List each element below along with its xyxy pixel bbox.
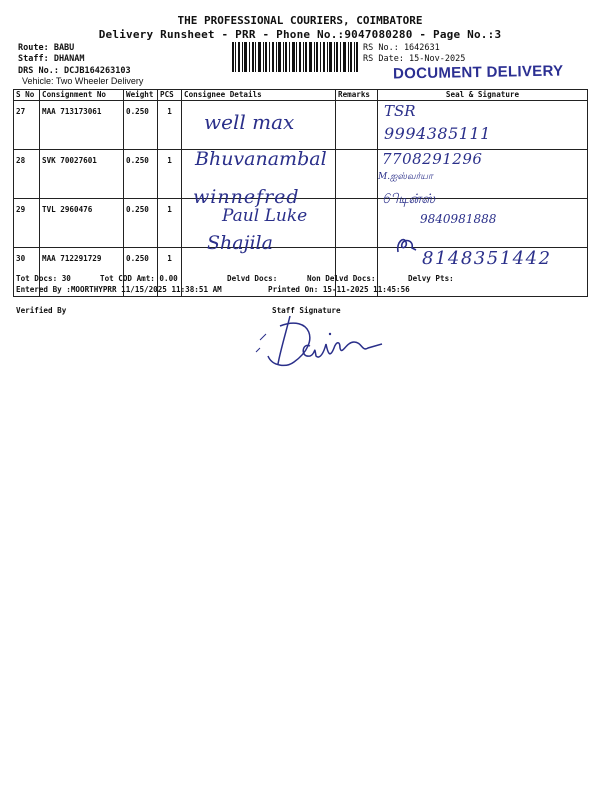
total-docs: Tot Docs: 30: [16, 274, 71, 283]
cell-remarks: [336, 199, 378, 248]
delivery-points: Delvy Pts:: [408, 274, 454, 283]
col-header-seal: Seal & Signature: [378, 90, 588, 101]
scribble-mark: [394, 234, 418, 256]
cell-consignment: TVL 2960476: [40, 199, 124, 248]
cell-consignment: SVK 70027601: [40, 150, 124, 199]
cell-sno: 29: [14, 199, 40, 248]
cell-weight: 0.250: [124, 150, 158, 199]
col-header-sno: S No: [14, 90, 40, 101]
cell-pcs: 1: [158, 199, 182, 248]
handwritten-consignee: well max: [204, 110, 295, 134]
drs-number: DRS No.: DCJB164263103: [18, 66, 131, 76]
cell-sno: 28: [14, 150, 40, 199]
handwritten-consignee: Bhuvanambal: [195, 148, 327, 170]
company-name: THE PROFESSIONAL COURIERS, COIMBATORE: [177, 14, 423, 27]
cell-weight: 0.250: [124, 248, 158, 297]
cell-consignment: MAA 712291729: [40, 248, 124, 297]
cell-weight: 0.250: [124, 101, 158, 150]
handwritten-phone: 8148351442: [422, 248, 552, 269]
rs-date: RS Date: 15-Nov-2025: [363, 54, 466, 64]
col-header-remarks: Remarks: [336, 90, 378, 101]
runsheet-title: Delivery Runsheet - PRR - Phone No.:9047080280 - Page No.:3: [98, 28, 502, 41]
cell-pcs: 1: [158, 150, 182, 199]
cell-pcs: 1: [158, 101, 182, 150]
printed-on: Printed On: 15-11-2025 11:45:56: [268, 285, 410, 294]
verified-by-label: Verified By: [16, 306, 67, 315]
route-label: Route: BABU: [18, 43, 75, 53]
handwritten-phone: 7708291296: [382, 150, 483, 168]
cell-pcs: 1: [158, 248, 182, 297]
delivered-docs: Delvd Docs:: [227, 274, 278, 283]
handwritten-consignee-line2: Paul Luke: [222, 206, 308, 226]
cell-sno: 30: [14, 248, 40, 297]
col-header-consignment: Consignment No: [40, 90, 124, 101]
cell-remarks: [336, 101, 378, 150]
handwritten-seal: TSR: [384, 102, 416, 120]
cell-consignment: MAA 713173061: [40, 101, 124, 150]
table-row: [14, 101, 588, 150]
document-delivery-stamp: DOCUMENT DELIVERY: [392, 62, 564, 83]
barcode-image: [232, 42, 358, 72]
handwritten-seal: 6ிடின்ஸ்: [382, 192, 436, 207]
total-cod-amount: Tot COD Amt: 0.00: [100, 274, 178, 283]
staff-label: Staff: DHANAM: [18, 54, 85, 64]
handwritten-name: M.ஐஸ்வர்யா: [378, 172, 433, 182]
rs-number: RS No.: 1642631: [363, 43, 440, 53]
handwritten-consignee: winnefred: [193, 186, 300, 208]
staff-signature-image: [250, 312, 390, 372]
vehicle-label: Vehicle: Two Wheeler Delivery: [22, 76, 144, 86]
col-header-weight: Weight: [124, 90, 158, 101]
handwritten-consignee: Shajila: [207, 232, 273, 254]
col-header-pcs: PCS: [158, 90, 182, 101]
cell-weight: 0.250: [124, 199, 158, 248]
table-header-row: [14, 90, 588, 101]
handwritten-phone: 9994385111: [384, 124, 491, 143]
entered-by: Entered By :MOORTHYPRR 11/15/2025 11:38:51 AM: [16, 285, 222, 294]
col-header-consignee: Consignee Details: [182, 90, 336, 101]
cell-remarks: [336, 150, 378, 199]
non-delivered-docs: Non Delvd Docs:: [307, 274, 376, 283]
handwritten-phone: 9840981888: [420, 212, 497, 226]
cell-sno: 27: [14, 101, 40, 150]
staff-signature-label: Staff Signature: [272, 306, 341, 315]
